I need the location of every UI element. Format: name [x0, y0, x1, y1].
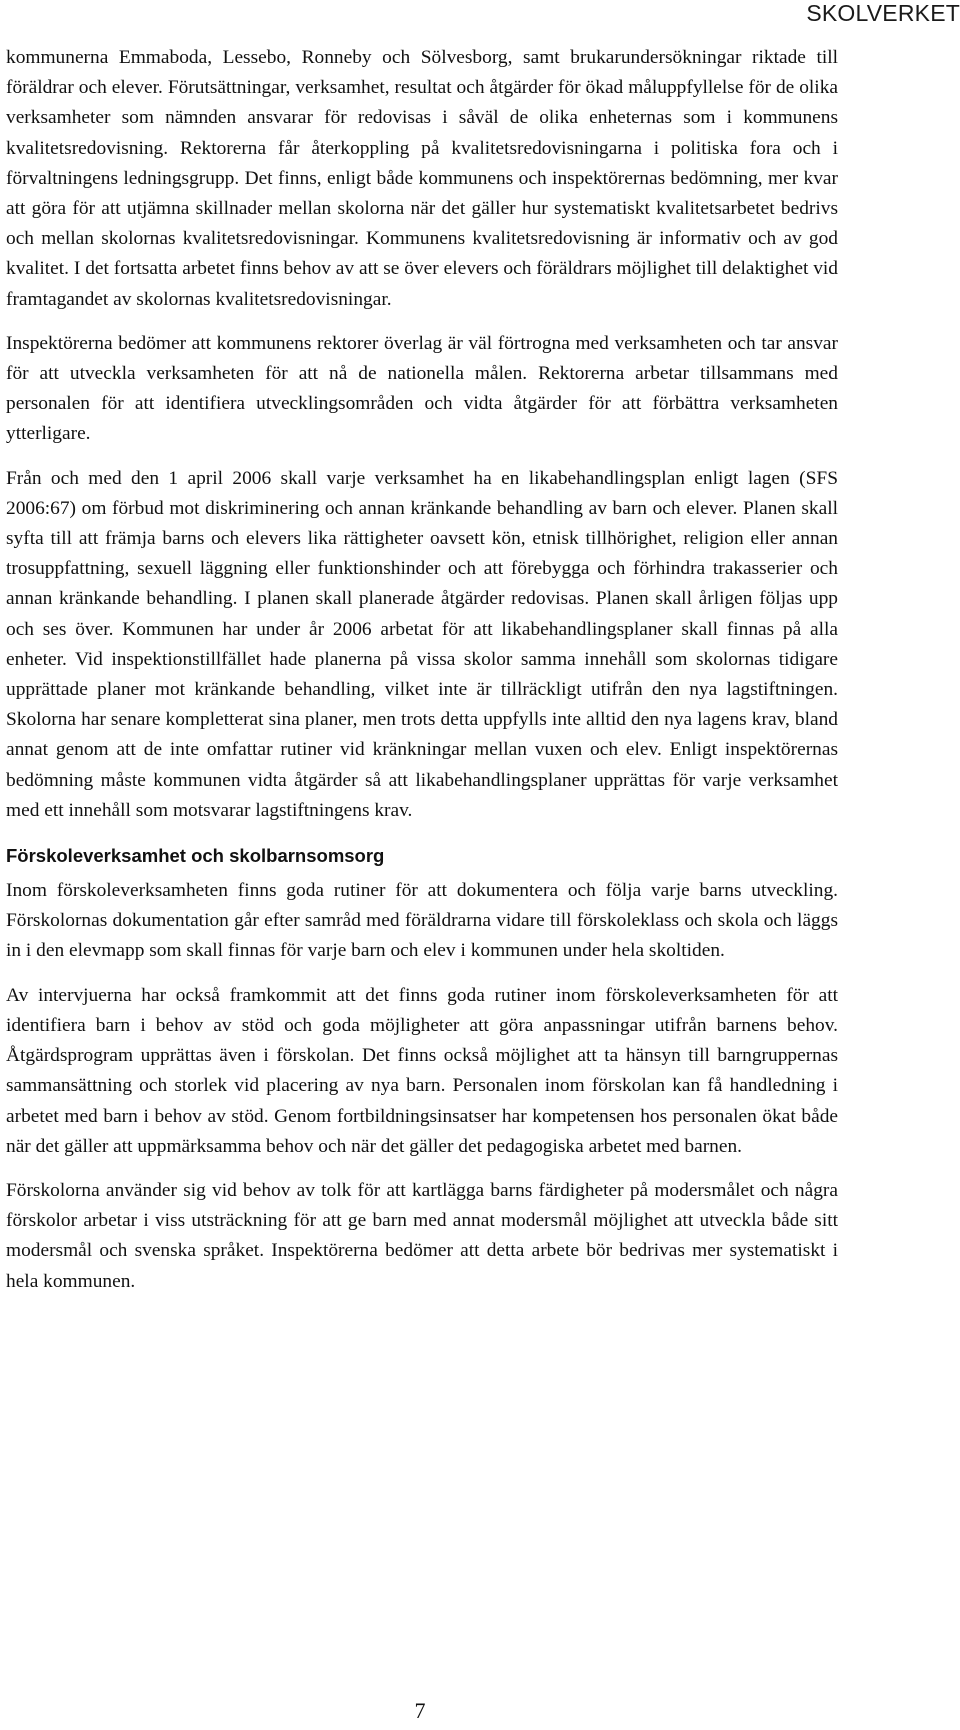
header-brand: SKOLVERKET — [806, 0, 960, 26]
section-paragraph: Förskolorna använder sig vid behov av tolk för att kartlägga barns färdigheter på modersmålet och några förskolor arbetar i viss utsträckning för att ge barn med annat modersmål möjlighet att utveckla både sitt modersmål och svenska språket. Inspektörerna bedömer att detta arbete bör bedrivas mer systematiskt i hela kommunen. — [6, 1179, 838, 1292]
section-paragraph: Av intervjuerna har också framkommit att det finns goda rutiner inom förskoleverksamheten för att identifiera barn i behov av stöd och goda möjligheter att göra anpassningar utifrån barnens behov. Åtgärdsprogram upprättas även i förskolan. Det finns också möjlighet att ta hänsyn till barngruppernas sammansättning och storlek vid placering av nya barn. Personalen inom förskolan kan få handledning i arbetet med barn i behov av stöd. Genom fortbildningsinsatser har kompetensen hos personalen ökat både när det gäller att uppmärksamma behov och när det gäller det pedagogiska arbetet med barnen. — [6, 984, 838, 1157]
body-paragraph: kommunerna Emmaboda, Lessebo, Ronneby och Sölvesborg, samt brukarundersökningar riktade till föräldrar och elever. Förutsättningar, verksamhet, resultat och åtgärder för ökad måluppfyllelse för de olika verksamheter som nämnden ansvarar för redovisas i såväl de olika enheternas som i kommunens kvalitetsredovisning. Rektorerna får återkoppling på kvalitetsredovisningarna i politiska fora och i förvaltningens ledningsgrupp. Det finns, enligt både kommunens och inspektörernas bedömning, mer kvar att göra för att utjämna skillnader mellan skolorna när det gäller hur systematiskt kvalitetsarbetet bedrivs och mellan skolornas kvalitetsredovisningar. Kommunens kvalitetsredovisning är informativ och av god kvalitet. I det fortsatta arbetet finns behov av att se över elevers och föräldrars möjlighet till delaktighet vid framtagandet av skolornas kvalitetsredovisningar. — [6, 47, 838, 310]
body-paragraph: Från och med den 1 april 2006 skall varje verksamhet ha en likabehandlingsplan enligt lagen (SFS 2006:67) om förbud mot diskriminering och annan kränkande behandling av barn och elever. Planen skall syfta till att främja barns och elevers lika rättigheter oavsett kön, etnisk tillhörighet, religion eller annan trosuppfattning, sexuell läggning eller funktionshinder och att förebygga och förhindra trakasserier och annan kränkande behandling. I planen skall planerade åtgärder redovisas. Planen skall årligen följas upp och ses över. Kommunen har under år 2006 arbetat för att likabehandlingsplaner skall finnas på alla enheter. Vid inspektionstillfället hade planerna på vissa skolor samma innehåll som skolornas tidigare upprättade planer mot kränkande behandling, vilket inte är tillräckligt utifrån den nya lagstiftningen. Skolorna har senare kompletterat sina planer, men trots detta uppfylls inte alltid den nya lagens krav, bland annat genom att de inte omfattar rutiner vid kränkningar mellan vuxen och elev. Enligt inspektörernas bedömning måste kommunen vidta åtgärder så att likabehandlingsplaner upprättas för varje verksamhet med ett innehåll som motsvarar lagstiftningens krav. — [6, 467, 838, 821]
document-body — [6, 43, 838, 1311]
section-heading: Förskoleverksamhet och skolbarnsomsorg — [6, 845, 385, 867]
section-paragraph: Inom förskoleverksamheten finns goda rutiner för att dokumentera och följa varje barns utveckling. Förskolornas dokumentation går efter samråd med föräldrarna vidare till förskoleklass och skola och läggs in i den elevmapp som skall finnas för varje barn och elev i kommunen under hela skoltiden. — [6, 880, 838, 962]
body-paragraph: Inspektörerna bedömer att kommunens rektorer överlag är väl förtrogna med verksamheten och tar ansvar för att utveckla verksamheten för att nå de nationella målen. Rektorerna arbetar tillsammans med personalen för att identifiera utvecklingsområden och vidta åtgärder för att förbättra verksamheten ytterligare. — [6, 332, 838, 445]
page-number: 7 — [414, 1698, 426, 1723]
